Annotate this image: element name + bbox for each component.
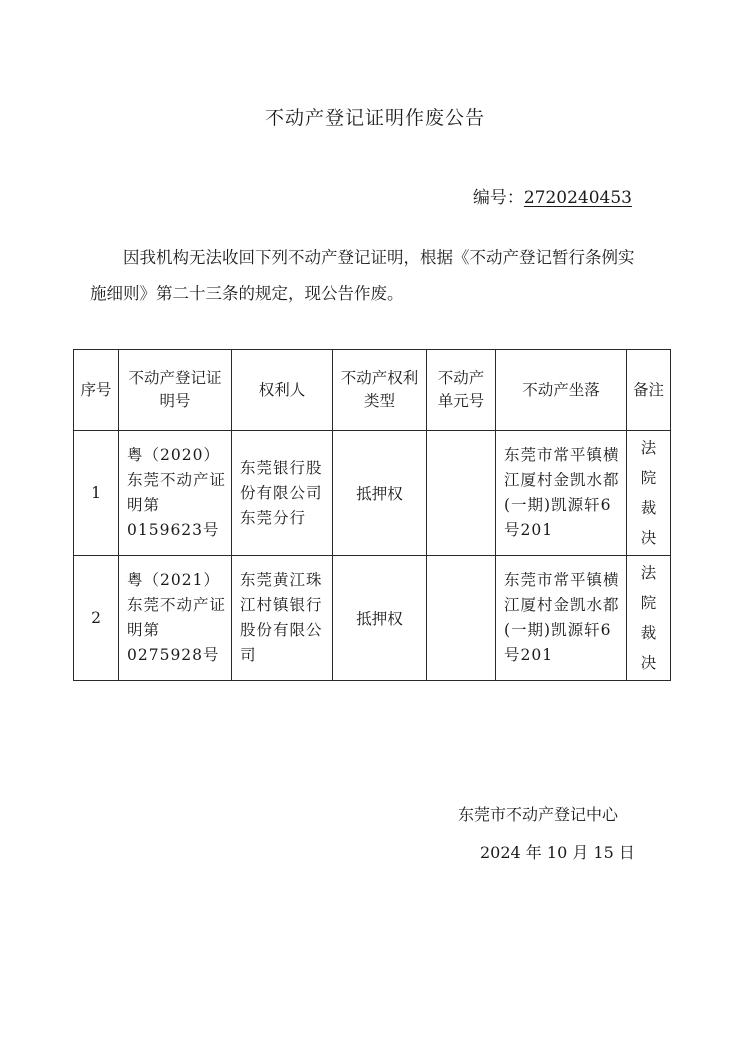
cell-note <box>627 556 671 681</box>
doc-number <box>473 183 632 208</box>
header-holder: 权利人 <box>232 350 333 431</box>
issuer-name: 东莞市不动产登记中心 <box>458 805 619 824</box>
doc-number-label: 编号： <box>472 188 524 208</box>
cell-note-text: 法院裁决 <box>640 564 657 672</box>
table-header-row <box>74 350 671 431</box>
cell-note-text: 法院裁决 <box>640 439 657 547</box>
header-cert-no: 不动产登记证明号 <box>119 350 232 431</box>
doc-number-value: 2720240453 <box>523 188 632 208</box>
cell-location: 东莞市常平镇横江厦村金凯水都(一期)凯源轩6号201 <box>496 556 627 681</box>
page-title: 不动产登记证明作废公告 <box>264 107 485 129</box>
header-right-type: 不动产权利类型 <box>333 350 427 431</box>
cell-unit-no <box>427 556 496 681</box>
table-row <box>74 556 671 681</box>
certificate-table <box>73 349 671 681</box>
header-seq: 序号 <box>74 350 119 431</box>
header-note: 备注 <box>627 350 671 431</box>
cell-right-type: 抵押权 <box>333 556 427 681</box>
cell-cert-no: 粤（2021）东莞不动产证明第0275928号 <box>119 556 232 681</box>
cell-holder: 东莞黄江珠江村镇银行股份有限公司 <box>232 556 333 681</box>
header-unit-no: 不动产单元号 <box>427 350 496 431</box>
header-location: 不动产坐落 <box>496 350 627 431</box>
cell-seq: 1 <box>74 431 119 556</box>
cell-seq: 2 <box>74 556 119 681</box>
issue-date: 2024 年 10 月 15 日 <box>480 843 635 862</box>
cell-right-type: 抵押权 <box>333 431 427 556</box>
notice-body: 因我机构无法收回下列不动产登记证明，根据《不动产登记暂行条例实施细则》第二十三条的规定，现公告作废。 <box>90 248 635 303</box>
cell-unit-no <box>427 431 496 556</box>
cell-location: 东莞市常平镇横江厦村金凯水都(一期)凯源轩6号201 <box>496 431 627 556</box>
cell-holder: 东莞银行股份有限公司东莞分行 <box>232 431 333 556</box>
table-row <box>74 431 671 556</box>
cell-note <box>627 431 671 556</box>
cell-cert-no: 粤（2020）东莞不动产证明第0159623号 <box>119 431 232 556</box>
